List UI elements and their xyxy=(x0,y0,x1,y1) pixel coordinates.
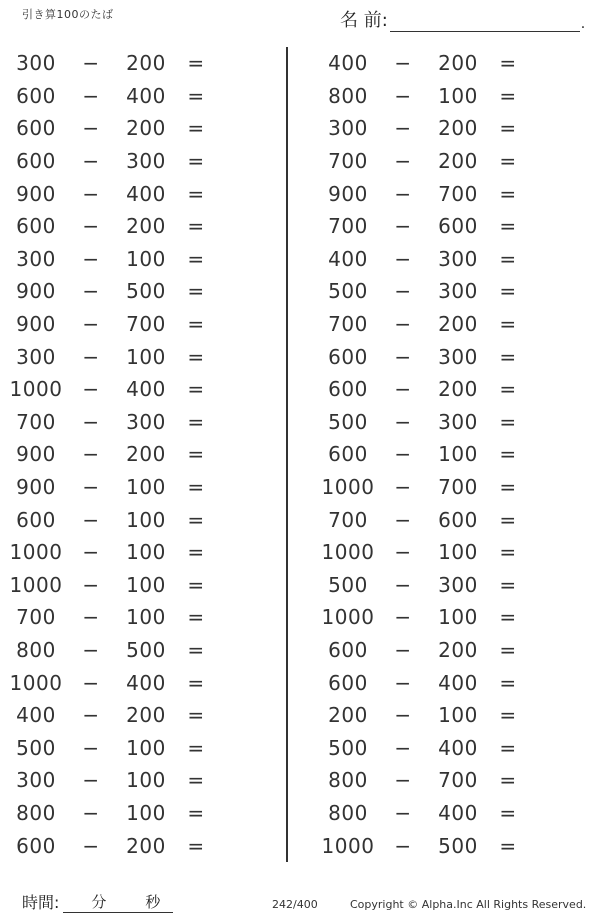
subtrahend: 700 xyxy=(438,181,478,206)
minus-sign: − xyxy=(82,442,100,467)
minuend: 700 xyxy=(16,605,56,630)
problem-row xyxy=(6,471,216,504)
equals-sign: = xyxy=(187,540,205,565)
minus-sign: − xyxy=(82,475,100,500)
equals-sign: = xyxy=(187,507,205,532)
equals-sign: = xyxy=(187,246,205,271)
equals-sign: = xyxy=(187,475,205,500)
equals-sign: = xyxy=(499,768,517,793)
subtrahend: 200 xyxy=(438,116,478,141)
subtrahend: 700 xyxy=(438,475,478,500)
problem-row xyxy=(6,731,216,764)
equals-sign: = xyxy=(499,312,517,337)
name-field xyxy=(340,6,585,32)
minuend: 600 xyxy=(16,507,56,532)
equals-sign: = xyxy=(187,703,205,728)
subtrahend: 300 xyxy=(438,246,478,271)
problem-row xyxy=(6,438,216,471)
minuend: 800 xyxy=(328,800,368,825)
minuend: 900 xyxy=(16,475,56,500)
minuend: 800 xyxy=(16,637,56,662)
minuend: 800 xyxy=(328,768,368,793)
equals-sign: = xyxy=(187,83,205,108)
subtrahend: 100 xyxy=(126,540,166,565)
minus-sign: − xyxy=(82,572,100,597)
subtrahend: 100 xyxy=(126,735,166,760)
minuend: 300 xyxy=(16,344,56,369)
subtrahend: 100 xyxy=(126,572,166,597)
minus-sign: − xyxy=(394,735,412,760)
minuend: 600 xyxy=(16,83,56,108)
problem-row xyxy=(318,797,528,830)
minus-sign: − xyxy=(82,768,100,793)
minuend: 1000 xyxy=(321,833,375,858)
minus-sign: − xyxy=(82,800,100,825)
subtrahend: 300 xyxy=(438,409,478,434)
minuend: 200 xyxy=(328,703,368,728)
minus-sign: − xyxy=(394,409,412,434)
minus-sign: − xyxy=(82,703,100,728)
minus-sign: − xyxy=(82,637,100,662)
problem-row xyxy=(6,536,216,569)
subtrahend: 100 xyxy=(438,703,478,728)
page-number: 242/400 xyxy=(272,898,318,911)
equals-sign: = xyxy=(187,735,205,760)
problem-row xyxy=(318,731,528,764)
minuend: 1000 xyxy=(321,475,375,500)
minuend: 300 xyxy=(16,768,56,793)
subtrahend: 200 xyxy=(126,833,166,858)
subtrahend: 300 xyxy=(126,149,166,174)
equals-sign: = xyxy=(499,833,517,858)
problem-row xyxy=(6,177,216,210)
subtrahend: 200 xyxy=(126,214,166,239)
minuend: 1000 xyxy=(9,670,63,695)
minuend: 900 xyxy=(16,312,56,337)
problem-row xyxy=(6,829,216,862)
time-input-line[interactable] xyxy=(63,894,173,913)
problem-row xyxy=(6,145,216,178)
equals-sign: = xyxy=(499,279,517,304)
minus-sign: − xyxy=(82,51,100,76)
equals-sign: = xyxy=(187,409,205,434)
minus-sign: − xyxy=(394,214,412,239)
minuend: 500 xyxy=(328,735,368,760)
problem-row xyxy=(6,406,216,439)
equals-sign: = xyxy=(499,83,517,108)
minuend: 900 xyxy=(16,442,56,467)
equals-sign: = xyxy=(499,670,517,695)
minuend: 700 xyxy=(328,214,368,239)
left-problem-column xyxy=(6,47,216,862)
minuend: 800 xyxy=(16,800,56,825)
minuend: 600 xyxy=(328,344,368,369)
minuend: 900 xyxy=(16,181,56,206)
subtrahend: 100 xyxy=(126,246,166,271)
minus-sign: − xyxy=(394,572,412,597)
subtrahend: 500 xyxy=(126,637,166,662)
subtrahend: 200 xyxy=(438,149,478,174)
problem-row xyxy=(6,634,216,667)
subtrahend: 100 xyxy=(438,83,478,108)
problem-row xyxy=(6,764,216,797)
minuend: 700 xyxy=(16,409,56,434)
minus-sign: − xyxy=(82,83,100,108)
problem-row xyxy=(6,47,216,80)
minuend: 800 xyxy=(328,83,368,108)
problem-row xyxy=(318,666,528,699)
minuend: 400 xyxy=(16,703,56,728)
name-trailing-dot: . xyxy=(580,16,586,32)
minuend: 1000 xyxy=(321,605,375,630)
minus-sign: − xyxy=(82,670,100,695)
subtrahend: 100 xyxy=(438,442,478,467)
minus-sign: − xyxy=(394,703,412,728)
minuend: 700 xyxy=(328,312,368,337)
minus-sign: − xyxy=(394,768,412,793)
minuend: 400 xyxy=(328,51,368,76)
problem-row xyxy=(318,275,528,308)
equals-sign: = xyxy=(499,800,517,825)
subtrahend: 400 xyxy=(126,83,166,108)
minus-sign: − xyxy=(394,475,412,500)
subtrahend: 200 xyxy=(126,51,166,76)
subtrahend: 100 xyxy=(126,605,166,630)
minus-sign: − xyxy=(394,637,412,662)
minuend: 1000 xyxy=(9,377,63,402)
minuend: 500 xyxy=(328,409,368,434)
minuend: 300 xyxy=(16,51,56,76)
minuend: 1000 xyxy=(9,572,63,597)
equals-sign: = xyxy=(499,116,517,141)
minuend: 600 xyxy=(16,116,56,141)
problem-row xyxy=(318,601,528,634)
subtrahend: 400 xyxy=(126,670,166,695)
problem-row xyxy=(6,80,216,113)
problem-row xyxy=(318,340,528,373)
problem-row xyxy=(6,275,216,308)
minus-sign: − xyxy=(82,409,100,434)
problem-row xyxy=(6,699,216,732)
equals-sign: = xyxy=(499,507,517,532)
problem-row xyxy=(6,503,216,536)
minus-sign: − xyxy=(82,344,100,369)
minuend: 900 xyxy=(16,279,56,304)
subtrahend: 100 xyxy=(438,540,478,565)
equals-sign: = xyxy=(499,409,517,434)
equals-sign: = xyxy=(187,214,205,239)
minus-sign: − xyxy=(82,149,100,174)
problem-row xyxy=(318,80,528,113)
problem-row xyxy=(318,503,528,536)
subtrahend: 400 xyxy=(126,181,166,206)
problem-row xyxy=(6,210,216,243)
problem-row xyxy=(318,47,528,80)
equals-sign: = xyxy=(187,344,205,369)
problem-row xyxy=(318,438,528,471)
minus-sign: − xyxy=(82,312,100,337)
minuend: 1000 xyxy=(9,540,63,565)
minus-sign: − xyxy=(394,51,412,76)
minus-sign: − xyxy=(394,279,412,304)
problem-row xyxy=(318,471,528,504)
right-problem-column xyxy=(318,47,528,862)
minus-sign: − xyxy=(82,246,100,271)
subtrahend: 300 xyxy=(126,409,166,434)
minus-sign: − xyxy=(394,83,412,108)
subtrahend: 300 xyxy=(438,344,478,369)
subtrahend: 100 xyxy=(126,507,166,532)
problem-row xyxy=(6,373,216,406)
equals-sign: = xyxy=(187,637,205,662)
minus-sign: − xyxy=(82,214,100,239)
minus-sign: − xyxy=(82,605,100,630)
problem-row xyxy=(318,308,528,341)
seconds-unit: 秒 xyxy=(145,893,161,911)
equals-sign: = xyxy=(187,605,205,630)
problem-row xyxy=(6,797,216,830)
minus-sign: − xyxy=(82,833,100,858)
problem-row xyxy=(6,666,216,699)
problem-row xyxy=(318,829,528,862)
subtrahend: 400 xyxy=(438,800,478,825)
subtrahend: 200 xyxy=(438,637,478,662)
minus-sign: − xyxy=(394,116,412,141)
subtrahend: 700 xyxy=(438,768,478,793)
minutes-unit: 分 xyxy=(91,893,107,911)
subtrahend: 200 xyxy=(126,116,166,141)
equals-sign: = xyxy=(187,768,205,793)
subtrahend: 600 xyxy=(438,214,478,239)
time-label: 時間: xyxy=(22,893,60,912)
minuend: 300 xyxy=(16,246,56,271)
minus-sign: − xyxy=(82,279,100,304)
minuend: 700 xyxy=(328,507,368,532)
subtrahend: 400 xyxy=(438,735,478,760)
minus-sign: − xyxy=(82,181,100,206)
time-record xyxy=(22,890,173,913)
copyright-notice: Copyright © Alpha.Inc All Rights Reserved. xyxy=(350,898,587,911)
minus-sign: − xyxy=(394,670,412,695)
name-input-line[interactable] xyxy=(390,13,580,32)
problem-row xyxy=(318,112,528,145)
minuend: 700 xyxy=(328,149,368,174)
equals-sign: = xyxy=(499,442,517,467)
equals-sign: = xyxy=(187,312,205,337)
problem-row xyxy=(318,373,528,406)
subtrahend: 100 xyxy=(126,475,166,500)
minus-sign: − xyxy=(394,833,412,858)
subtrahend: 100 xyxy=(126,800,166,825)
equals-sign: = xyxy=(499,181,517,206)
equals-sign: = xyxy=(499,735,517,760)
subtrahend: 100 xyxy=(126,768,166,793)
minuend: 300 xyxy=(328,116,368,141)
problem-row xyxy=(6,243,216,276)
problem-row xyxy=(318,569,528,602)
subtrahend: 200 xyxy=(438,312,478,337)
minus-sign: − xyxy=(394,507,412,532)
minuend: 600 xyxy=(16,214,56,239)
equals-sign: = xyxy=(187,833,205,858)
minus-sign: − xyxy=(82,507,100,532)
equals-sign: = xyxy=(499,540,517,565)
problem-row xyxy=(318,177,528,210)
minuend: 500 xyxy=(328,572,368,597)
equals-sign: = xyxy=(499,344,517,369)
column-divider xyxy=(286,47,288,862)
problem-row xyxy=(6,340,216,373)
minus-sign: − xyxy=(394,344,412,369)
minuend: 600 xyxy=(328,442,368,467)
equals-sign: = xyxy=(499,246,517,271)
minus-sign: − xyxy=(394,312,412,337)
equals-sign: = xyxy=(499,703,517,728)
minus-sign: − xyxy=(82,735,100,760)
equals-sign: = xyxy=(499,377,517,402)
minuend: 600 xyxy=(328,377,368,402)
equals-sign: = xyxy=(499,214,517,239)
equals-sign: = xyxy=(187,116,205,141)
minuend: 900 xyxy=(328,181,368,206)
name-label: 名 前: xyxy=(340,10,388,31)
subtrahend: 100 xyxy=(126,344,166,369)
equals-sign: = xyxy=(187,279,205,304)
subtrahend: 200 xyxy=(126,442,166,467)
minus-sign: − xyxy=(82,540,100,565)
problem-row xyxy=(6,601,216,634)
equals-sign: = xyxy=(499,149,517,174)
equals-sign: = xyxy=(499,637,517,662)
problem-row xyxy=(318,699,528,732)
equals-sign: = xyxy=(187,670,205,695)
minus-sign: − xyxy=(394,442,412,467)
minus-sign: − xyxy=(82,377,100,402)
equals-sign: = xyxy=(499,605,517,630)
subtrahend: 100 xyxy=(438,605,478,630)
subtrahend: 500 xyxy=(438,833,478,858)
problem-row xyxy=(6,308,216,341)
minus-sign: − xyxy=(82,116,100,141)
subtrahend: 400 xyxy=(438,670,478,695)
subtrahend: 200 xyxy=(438,51,478,76)
problem-row xyxy=(318,210,528,243)
worksheet-title: 引き算100のたば xyxy=(22,8,114,21)
equals-sign: = xyxy=(499,572,517,597)
equals-sign: = xyxy=(187,572,205,597)
problem-row xyxy=(318,634,528,667)
minuend: 500 xyxy=(16,735,56,760)
equals-sign: = xyxy=(187,181,205,206)
subtrahend: 300 xyxy=(438,572,478,597)
minuend: 400 xyxy=(328,246,368,271)
equals-sign: = xyxy=(187,800,205,825)
minus-sign: − xyxy=(394,181,412,206)
problem-row xyxy=(318,536,528,569)
minuend: 1000 xyxy=(321,540,375,565)
minus-sign: − xyxy=(394,800,412,825)
minus-sign: − xyxy=(394,605,412,630)
subtrahend: 600 xyxy=(438,507,478,532)
minuend: 600 xyxy=(328,637,368,662)
minus-sign: − xyxy=(394,540,412,565)
problem-row xyxy=(318,764,528,797)
equals-sign: = xyxy=(187,51,205,76)
problem-row xyxy=(6,112,216,145)
subtrahend: 500 xyxy=(126,279,166,304)
equals-sign: = xyxy=(499,475,517,500)
minuend: 600 xyxy=(16,833,56,858)
equals-sign: = xyxy=(499,51,517,76)
equals-sign: = xyxy=(187,377,205,402)
minuend: 600 xyxy=(328,670,368,695)
equals-sign: = xyxy=(187,442,205,467)
problem-row xyxy=(318,145,528,178)
problem-row xyxy=(6,569,216,602)
minus-sign: − xyxy=(394,149,412,174)
minuend: 600 xyxy=(16,149,56,174)
subtrahend: 200 xyxy=(438,377,478,402)
subtrahend: 200 xyxy=(126,703,166,728)
subtrahend: 700 xyxy=(126,312,166,337)
minus-sign: − xyxy=(394,377,412,402)
subtrahend: 300 xyxy=(438,279,478,304)
problem-row xyxy=(318,243,528,276)
equals-sign: = xyxy=(187,149,205,174)
minus-sign: − xyxy=(394,246,412,271)
minuend: 500 xyxy=(328,279,368,304)
problem-row xyxy=(318,406,528,439)
subtrahend: 400 xyxy=(126,377,166,402)
